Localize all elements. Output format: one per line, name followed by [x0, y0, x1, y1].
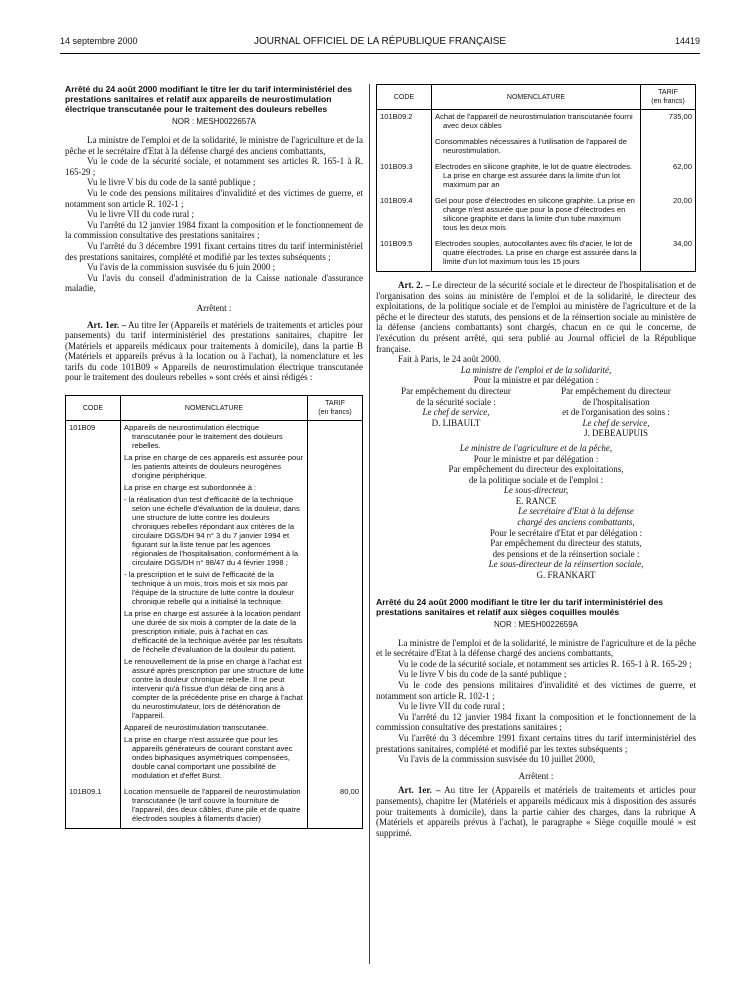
- signature-delegation-3: Pour le secrétaire d'Etat et par délégation :: [489, 527, 643, 538]
- signature-right: Par empêchement du directeur de l'hospitalisation et de l'organisation des soins : Le chef de service, J. DEBEAUPUIS: [561, 385, 671, 439]
- table-header-tarif: TARIF (en francs): [641, 85, 696, 110]
- cell-tarif: 62,00: [641, 160, 696, 194]
- nomenclature-paragraph: - la réalisation d'un test d'efficacité de la technique selon une échelle d'évaluation de la douleur, dans une structure de lutte contre les douleurs chroniques rebelles répondant aux critères de la circulaire DGS/DH 94 n° 3 du 7 janvier 1994 et figurant sur la liste tenue par les agences régionales de l'hospitalisation, conformément à la circulaire DGS/DH n° 98/47 du 4 février 1998 ;: [124, 495, 300, 568]
- arrete-2-article-1: [376, 785, 696, 838]
- nomenclature-paragraph: Gel pour pose d'électrodes en silicone graphite. La prise en charge n'est assurée que pour la pose d'électrodes en silicone graphite et dans la limite d'un tube maximum tous les deux mois: [435, 196, 635, 232]
- signature-delegation: Pour la ministre et par délégation :: [473, 375, 599, 386]
- left-column: [65, 84, 363, 829]
- cell-tarif: [641, 135, 696, 160]
- cell-nomenclature: [432, 237, 641, 272]
- signature-name-2: E. RANCE: [515, 495, 557, 506]
- arrete-2-nor: NOR : MESH0022659A: [493, 619, 579, 629]
- preamble-paragraph: Vu le code des pensions militaires d'invalidité et des victimes de guerre, et notamment son article R. 102-1 ;: [376, 680, 696, 701]
- header-date: 14 septembre 2000: [60, 36, 138, 46]
- cell-code: 101B09.4: [377, 194, 432, 237]
- nomenclature-paragraph: Electrodes souples, autocollantes avec fils d'acier, le lot de quatre électrodes. La prise en charge est assurée dans la limite d'un lot maximum tous les 15 jours: [435, 239, 637, 266]
- signature-left: Par empêchement du directeur de la sécurité sociale : Le chef de service, D. LIBAULT: [401, 385, 511, 428]
- preamble-paragraph: Vu l'arrêté du 12 janvier 1984 fixant la composition et le fonctionnement de la commission consultative des prestations sanitaires ;: [65, 219, 363, 241]
- cell-code: 101B09.5: [377, 237, 432, 272]
- cell-nomenclature: [121, 421, 308, 786]
- cell-tarif: 20,00: [641, 194, 696, 237]
- table-header-code: CODE: [377, 85, 432, 110]
- preamble-paragraph: Vu le livre V bis du code de la santé publique ;: [398, 669, 567, 680]
- table-row: [377, 194, 696, 237]
- nomenclature-paragraph: Le renouvellement de la prise en charge à l'achat est assuré après prescription par une structure de lutte contre la douleur chronique rebelle. Il ne peut intervenir qu'à l'issue d'un délai de cinq ans à compter de la précédente prise en charge à l'achat du neurostimulateur, lors de détérioration de l'appareil.: [124, 657, 304, 721]
- signature-secretary-a: Le secrétaire d'Etat à la défense: [518, 506, 634, 517]
- arrete-2-title: Arrêté du 24 août 2000 modifiant le titre Ier du tarif interministériel des prestations sanitaires et relatif aux sièges coquilles moulés: [376, 596, 664, 617]
- preamble-paragraph: Vu le livre V bis du code de la santé publique ;: [87, 177, 256, 188]
- preamble-paragraph: Vu l'arrêté du 12 janvier 1984 fixant la composition et le fonctionnement de la commission consultative des prestations sanitaires ;: [376, 711, 696, 733]
- arrete-2-preamble: [376, 638, 696, 765]
- cell-code: 101B09: [66, 421, 121, 786]
- preamble-paragraph: Vu l'arrêté du 3 décembre 1991 fixant certains titres du tarif interministériel des prestations sanitaires, complété et modifié par les textes subséquents ;: [376, 732, 696, 754]
- nomenclature-paragraph: La prise en charge de ces appareils est assurée pour les patients atteints de douleurs neurogènes d'origine périphérique.: [124, 453, 303, 481]
- signature-secretary-b: chargé des anciens combattants,: [517, 517, 635, 528]
- arrete-1-fait: Fait à Paris, le 24 août 2000.: [398, 354, 501, 365]
- signature-empechement-2b: de la politique sociale et de l'emploi :: [468, 474, 604, 485]
- article-text: Au titre Ier (Appareils et matériels de traitements et articles pour pansements), chapitre Ier (Matériels et appareils médicaux mis à disposition des assurés pour traitements à domicile), dans la partie cahier des charges, dans la rubrique A (Matériels et appareils prévus à l'achat), le paragraphe « Siège coquille moulé » est supprimé.: [376, 785, 696, 838]
- table-header-nomenclature: NOMENCLATURE: [432, 85, 641, 110]
- preamble-paragraph: Vu le livre VII du code rural ;: [398, 701, 506, 712]
- article-label: Art. 1er. –: [87, 319, 127, 330]
- table-row: [377, 135, 696, 160]
- cell-nomenclature: [432, 160, 641, 194]
- cell-tarif: 34,00: [641, 237, 696, 272]
- nomenclature-paragraph: La prise en charge n'est assurée que pour les appareils générateurs de courant constant avec ondes biphasiques asymétriques compensées, double canal comportant une possibilité de modulation et d'effet Burst.: [124, 735, 293, 781]
- cell-code: [377, 135, 432, 160]
- preamble-paragraph: Vu l'avis de la commission susvisée du 6 juin 2000 ;: [87, 262, 276, 273]
- cell-nomenclature: [432, 135, 641, 160]
- cell-code: 101B09.2: [377, 110, 432, 136]
- article-label: Art. 2. –: [398, 280, 430, 290]
- cell-tarif: 80,00: [308, 785, 363, 829]
- preamble-paragraph: Vu le code des pensions militaires d'invalidité et des victimes de guerre, et notamment son article R. 102-1 ;: [65, 187, 363, 209]
- preamble-paragraph: Vu l'avis du conseil d'administration de la Caisse nationale d'assurance maladie,: [65, 272, 363, 294]
- table-header-tarif: TARIF (en francs): [308, 396, 363, 421]
- preamble-paragraph: Vu le code de la sécurité sociale, et notamment ses articles R. 165-1 à R. 165-29 ;: [398, 658, 692, 669]
- preamble-paragraph: La ministre de l'emploi et de la solidarité, le ministre de l'agriculture et de la pêche et le secrétaire d'Etat à la défense chargé des anciens combattants,: [376, 637, 696, 659]
- signature-role-2: Le sous-directeur,: [503, 485, 569, 496]
- table-row: [377, 160, 696, 194]
- right-column: [376, 84, 696, 838]
- table-row: [66, 421, 363, 786]
- signature-role-3: Le sous-directeur de la réinsertion sociale,: [488, 559, 644, 570]
- arrete-1-preamble: [65, 135, 363, 294]
- nomenclature-paragraph: Appareil de neurostimulation transcutanée.: [124, 723, 269, 733]
- arrete-1-arretent: Arrêtent :: [196, 302, 232, 313]
- table-header-code: CODE: [66, 396, 121, 421]
- table-row: [66, 785, 363, 829]
- page-header: [60, 36, 700, 50]
- article-label: Art. 1er. –: [398, 785, 441, 796]
- cell-code: 101B09.1: [66, 785, 121, 829]
- signatures-block: [376, 365, 696, 581]
- table-header-nomenclature: NOMENCLATURE: [121, 396, 308, 421]
- signature-empechement-2a: Par empêchement du directeur des exploitations,: [448, 464, 624, 475]
- arrete-1-title: Arrêté du 24 août 2000 modifiant le titre Ier du tarif interministériel des prestations sanitaires et relatif aux appareils de neurostimulation électrique transcutanée pour le traitement des douleurs rebelles: [65, 84, 353, 114]
- preamble-paragraph: La ministre de l'emploi et de la solidarité, le ministre de l'agriculture et de la pêche et le secrétaire d'Etat à la défense chargé des anciens combattants,: [65, 135, 363, 156]
- preamble-paragraph: Vu le livre VII du code rural ;: [87, 209, 195, 220]
- column-divider: [369, 84, 370, 964]
- arrete-1-article-2: [376, 280, 696, 354]
- signature-empechement-3a: Par empêchement du directeur des statuts,: [490, 538, 642, 549]
- nomenclature-paragraph: La prise en charge est subordonnée à :: [124, 483, 257, 493]
- signature-name-3: G. FRANKART: [536, 570, 596, 581]
- article-text: Au titre Ier (Appareils et matériels de traitements et articles pour pansements) du tarif interministériel des prestations sanitaires, chapitre Ier (Matériels et appareils médicaux pour traitements à domicile), dans la partie B (Matériels et appareils prévus à la location ou à l'achat), la nomenclature et les tarifs du code 101B09 « Appareils de neurostimulation électrique transcutanée pour le traitement des douleurs rebelles » sont créés et ainsi rédigés :: [65, 319, 364, 383]
- header-journal-title: JOURNAL OFFICIEL DE LA RÉPUBLIQUE FRANÇAISE: [253, 36, 507, 47]
- arrete-1-article-1: [65, 320, 363, 384]
- arrete-2-arretent: Arrêtent :: [518, 770, 554, 781]
- cell-nomenclature: [432, 194, 641, 237]
- preamble-paragraph: Vu le code de la sécurité sociale, et notamment ses articles R. 165-1 à R. 165-29 ;: [65, 156, 363, 177]
- signature-delegation-2: Pour le ministre et par délégation :: [473, 453, 599, 464]
- nomenclature-paragraph: Appareils de neurostimulation électrique transcutanée pour le traitement des douleurs rebelles.: [124, 423, 283, 451]
- table-row: [377, 237, 696, 272]
- cell-tarif: 735,00: [641, 110, 696, 136]
- header-rule: [60, 53, 700, 54]
- article-text: Le directeur de la sécurité sociale et le directeur de l'hospitalisation et de l'organisation des soins au ministère de l'emploi et de la solidarité, le directeur des exploitations, de la politique sociale et de l'emploi au ministère de l'agriculture et de la pêche et le directeur des statuts, des pensions et de la réinsertion sociale au ministère de la défense (anciens combattants) sont chargés, chacun en ce qui le concerne, de l'exécution du présent arrêté, qui sera publié au Journal officiel de la République française.: [376, 280, 696, 354]
- signature-empechement-3b: des pensions et de la réinsertion sociale :: [492, 548, 640, 559]
- arrete-1-nor: NOR : MESH0022657A: [171, 117, 257, 126]
- nomenclature-paragraph: Consommables nécessaires à l'utilisation de l'appareil de neurostimulation.: [435, 137, 628, 155]
- preamble-paragraph: Vu l'arrêté du 3 décembre 1991 fixant certains titres du tarif interministériel des prestations sanitaires, complété et modifié par les textes subséquents ;: [65, 240, 363, 262]
- cell-nomenclature: [432, 110, 641, 136]
- table-row: [377, 110, 696, 136]
- nomenclature-paragraph: - la prescription et le suivi de l'efficacité de la technique à un mois, trois mois et six mois par l'équipe de la structure de lutte contre la douleur chronique rebelle qui a initialisé la technique.: [124, 570, 294, 607]
- nomenclature-paragraph: Location mensuelle de l'appareil de neurostimulation transcutanée (le tarif couvre la fourniture de l'appareil, des deux câbles, d'une pile et de quatre électrodes souples à filaments d'acier): [124, 787, 301, 824]
- nomenclature-paragraph: La prise en charge est assurée à la location pendant une durée de six mois à compter de la date de la prescription initiale, puis à l'achat en cas d'efficacité de la technique avérée par les résultats de l'échelle d'évaluation de la douleur du patient.: [124, 609, 303, 655]
- nomenclature-paragraph: Achat de l'appareil de neurostimulation transcutanée fourni avec deux câbles: [435, 112, 633, 130]
- nomenclature-paragraph: Electrodes en silicone graphite, le lot de quatre électrodes. La prise en charge est assurée dans la limite d'un lot maximum par an: [435, 162, 633, 189]
- preamble-paragraph: Vu l'avis de la commission susvisée du 10 juillet 2000,: [398, 754, 596, 765]
- signature-minister-2: Le ministre de l'agriculture et de la pêche,: [459, 442, 613, 453]
- signature-minister: La ministre de l'emploi et de la solidarité,: [460, 364, 612, 375]
- header-page-number: 14419: [674, 36, 700, 46]
- tariff-table-2: [376, 84, 696, 272]
- cell-nomenclature: [121, 785, 308, 829]
- tariff-table-1: [65, 395, 363, 829]
- cell-tarif: [308, 421, 363, 786]
- cell-code: 101B09.3: [377, 160, 432, 194]
